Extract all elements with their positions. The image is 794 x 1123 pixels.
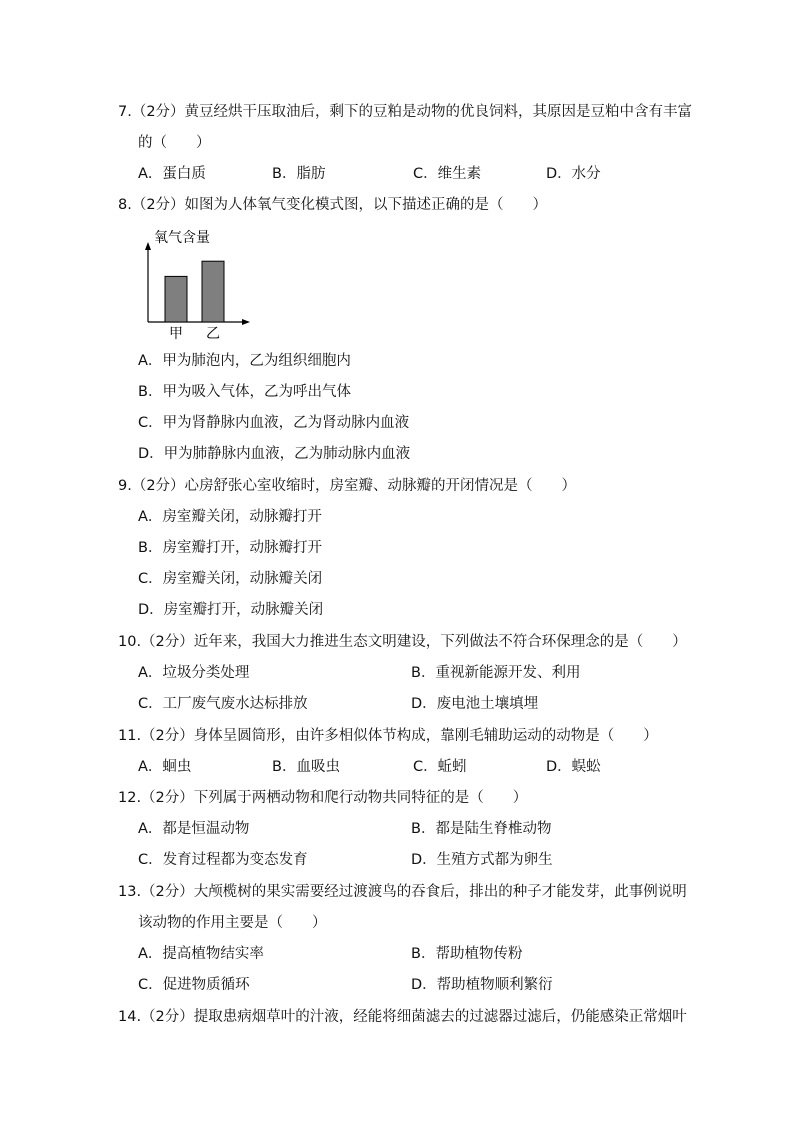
bar-甲 bbox=[165, 276, 187, 322]
chart-ylabel: 氧气含量 bbox=[154, 230, 210, 246]
q9-option-a: A．房室瓣关闭，动脉瓣打开 bbox=[138, 509, 322, 525]
q9-option-c: C．房室瓣关闭，动脉瓣关闭 bbox=[138, 571, 323, 587]
q10-stem: 10.（2分）近年来，我国大力推进生态文明建设，下列做法不符合环保理念的是（ ） bbox=[118, 634, 687, 650]
q13-option-b: B．帮助植物传粉 bbox=[411, 946, 523, 962]
q11-option-a: A．蛔虫 bbox=[138, 759, 192, 775]
chart-y-axis-arrow bbox=[145, 242, 151, 250]
q11-option-d: D．蜈蚣 bbox=[546, 759, 601, 775]
q10-option-a: A．垃圾分类处理 bbox=[138, 665, 250, 681]
q8-option-a: A．甲为肺泡内，乙为组织细胞内 bbox=[138, 353, 351, 369]
q7-stem-cont: 的（ ） bbox=[138, 135, 211, 151]
q12-option-a: A．都是恒温动物 bbox=[138, 821, 250, 837]
q10-option-c: C．工厂废气废水达标排放 bbox=[138, 696, 308, 712]
bar-乙 bbox=[202, 261, 224, 322]
q13-stem-cont: 该动物的作用主要是（ ） bbox=[138, 915, 327, 931]
q12-option-d: D．生殖方式都为卵生 bbox=[411, 852, 553, 868]
q10-option-d: D．废电池土壤填埋 bbox=[411, 696, 539, 712]
q7-option-b: B．脂肪 bbox=[272, 166, 326, 182]
q14-stem: 14.（2分）提取患病烟草叶的汁液，经能将细菌滤去的过滤器过滤后，仍能感染正常烟叶 bbox=[118, 1009, 687, 1025]
q8-option-d: D．甲为肺静脉内血液，乙为肺动脉内血液 bbox=[138, 446, 411, 462]
q13-option-c: C．促进物质循环 bbox=[138, 977, 250, 993]
q12-option-b: B．都是陆生脊椎动物 bbox=[411, 821, 552, 837]
q13-option-d: D．帮助植物顺利繁衍 bbox=[411, 977, 553, 993]
q12-stem-line: 12.（2分）下列属于两栖动物和爬行动物共同特征的是（ ） bbox=[118, 790, 528, 806]
q7-stem: 7.（2分）黄豆经烘干压取油后，剩下的豆粕是动物的优良饲料，其原因是豆粕中含有丰富 bbox=[118, 104, 693, 120]
chart-x-axis-arrow bbox=[242, 319, 250, 325]
x-tick-甲: 甲 bbox=[169, 326, 183, 342]
q9-option-b: B．房室瓣打开，动脉瓣打开 bbox=[138, 540, 322, 556]
q11-option-b: B．血吸虫 bbox=[272, 759, 340, 775]
q13-option-a: A．提高植物结实率 bbox=[138, 946, 264, 962]
x-tick-乙: 乙 bbox=[206, 326, 220, 342]
oxygen-bar-chart bbox=[140, 226, 252, 344]
q8-stem: 8.（2分）如图为人体氧气变化模式图，以下描述正确的是（ ） bbox=[118, 197, 548, 213]
q11-stem: 11.（2分）身体呈圆筒形，由许多相似体节构成，靠刚毛辅助运动的动物是（ ） bbox=[118, 728, 658, 744]
q8-option-c: C．甲为肾静脉内血液，乙为肾动脉内血液 bbox=[138, 415, 410, 431]
q11-option-c: C．蚯蚓 bbox=[413, 759, 467, 775]
q9-option-d: D．房室瓣打开，动脉瓣关闭 bbox=[138, 602, 324, 618]
q7-option-c: C．维生素 bbox=[413, 166, 482, 182]
q7-option-d: D．水分 bbox=[546, 166, 601, 182]
q9-stem: 9.（2分）心房舒张心室收缩时，房室瓣、动脉瓣的开闭情况是（ ） bbox=[118, 478, 577, 494]
q10-option-b: B．重视新能源开发、利用 bbox=[411, 665, 581, 681]
q7-option-a: A．蛋白质 bbox=[138, 166, 206, 182]
q12-option-c: C．发育过程都为变态发育 bbox=[138, 852, 308, 868]
q8-option-b: B．甲为吸入气体，乙为呼出气体 bbox=[138, 384, 351, 400]
q13-stem: 13.（2分）大颅榄树的果实需要经过渡渡鸟的吞食后，排出的种子才能发芽，此事例说明 bbox=[118, 884, 687, 900]
